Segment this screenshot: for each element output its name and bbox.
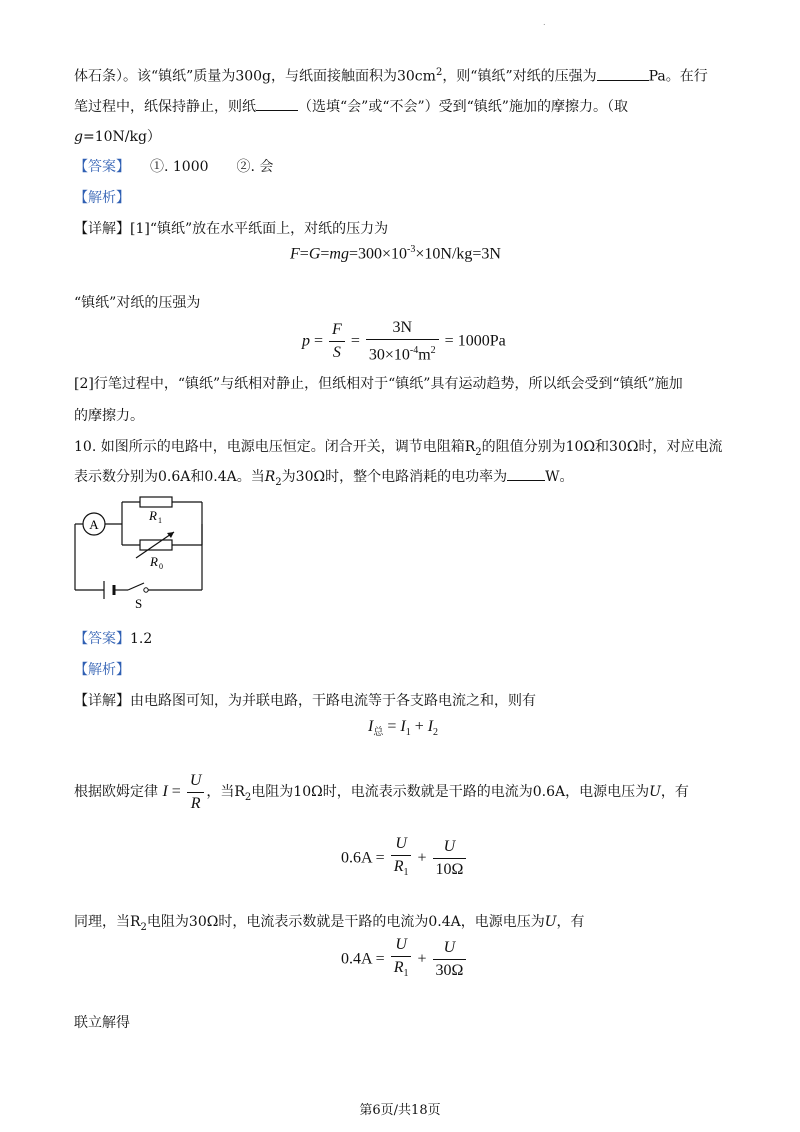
equation-pressure: p = $\frac{F}{S}$ = $\frac{3N}{30\times 10^{-4}m^2}$ = 1000Pa [302, 319, 506, 364]
page-footer: 第6页/共18页 [359, 1103, 441, 1118]
r0-subscript: 0 [159, 562, 163, 571]
equation-current-sum: $I_总 = I_1 + I_2$ [368, 718, 439, 739]
equation-case-30ohm: 0.4A = $\frac{U}{R_1}$ + $\frac{U}{30\Omega}$ [341, 935, 468, 984]
answer-blank-friction [256, 96, 298, 111]
equation-force: $F=G=mg=300\times 10^{-3}\times 10N/kg=3N$ [290, 244, 501, 263]
circuit-diagram [70, 492, 210, 612]
fraction-f-over-s: $\frac{F}{S}$ [329, 320, 345, 363]
q9-detail-3a: [2]行笔过程中，“镇纸”与纸相对静止，但纸相对于“镇纸”具有运动趋势，所以纸会受到“镇纸”施加 [74, 376, 683, 392]
fraction-u-over-r: $\frac{U}{R}$ [187, 771, 205, 814]
fraction-3n-over-area: $\frac{3N}{30\times 10^{-4}m^2}$ [366, 318, 439, 365]
r0-label: R [150, 554, 158, 569]
question-9-text-line3: g=10N/kg） [74, 129, 161, 145]
q10-detail-1: 【详解】由电路图可知，为并联电路，干路电流等于各支路电流之和，则有 [74, 693, 536, 709]
q10-answer: 【答案】1.2 [74, 631, 153, 647]
equation-case-10ohm: 0.6A = $\frac{U}{R_1}$ + $\frac{U}{10\Omega}$ [341, 834, 468, 883]
q9-analysis-tag: 【解析】 [74, 190, 130, 206]
answer-tag: 【答案】 [74, 159, 130, 175]
r1-subscript: 1 [158, 516, 162, 525]
question-10-line1: 10. 如图所示的电路中，电源电压恒定。闭合开关，调节电阻箱$R_2$的阻值分别为10Ω和30Ω时，对应电流 [74, 439, 723, 458]
q10-solve-line: 联立解得 [74, 1015, 130, 1031]
ammeter-label: A [89, 517, 99, 532]
q9-detail-2: “镇纸”对纸的压强为 [74, 295, 201, 311]
answer-blank-power [507, 466, 545, 481]
q10-analysis-tag: 【解析】 [74, 662, 130, 678]
question-9-text-line2: 笔过程中，纸保持静止，则纸 （选填“会”或“不会”）受到“镇纸”施加的摩擦力。（取 [74, 96, 628, 117]
q9-answer: 【答案】 ①. 1000 ②. 会 [74, 159, 274, 175]
answer-blank-pressure [597, 66, 649, 81]
q9-detail-1: 【详解】[1]“镇纸”放在水平纸面上，对纸的压力为 [74, 221, 389, 237]
question-10-line2: 表示数分别为0.6A和0.4A。当$R_2$为30Ω时，整个电路消耗的电功率为 W。 [74, 466, 573, 493]
switch-icon [128, 583, 144, 590]
question-9-text-line1: 体石条）。该“镇纸”质量为300g，与纸面接触面积为$30cm^2$，则“镇纸”对纸的压强为 Pa。在行 [74, 67, 708, 85]
corner-mark: . [543, 18, 546, 27]
q10-same-line: 同理，当$R_2$电阻为30Ω时，电流表示数就是干路的电流为0.4A，电源电压为U，有 [74, 914, 585, 933]
q9-detail-3b: 的摩擦力。 [74, 408, 144, 424]
q10-ohm-law-line: 根据欧姆定律 I = $\frac{U}{R}$ ，当$R_2$电阻为10Ω时，电流表示数就是干路的电流为0.6A，电源电压为U，有 [74, 771, 689, 812]
r1-label: R [149, 508, 157, 523]
resistor-r1 [140, 497, 172, 507]
switch-label: S [135, 596, 143, 611]
